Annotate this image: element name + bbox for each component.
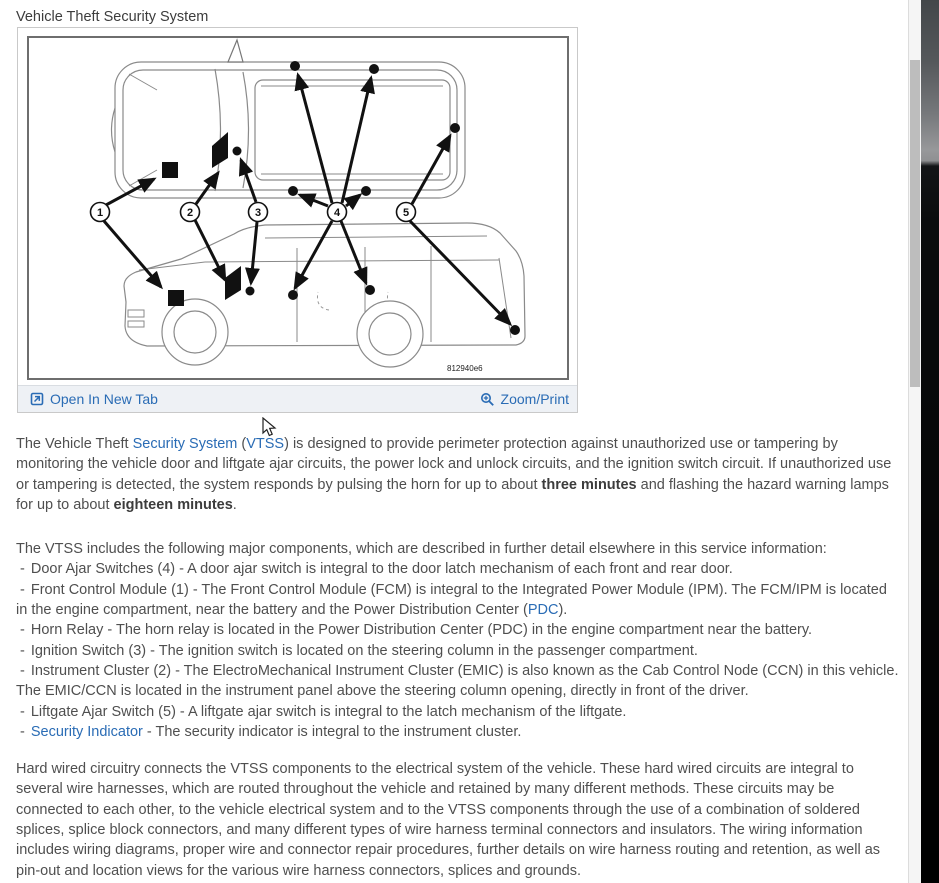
vertical-scrollbar-thumb[interactable] — [910, 60, 920, 387]
vehicle-diagram-svg — [29, 38, 567, 378]
zoom-print-label: Zoom/Print — [500, 391, 569, 407]
open-in-new-tab-link[interactable] — [30, 391, 158, 407]
wiring-paragraph: Hard wired circuitry connects the VTSS components to the electrical system of the vehicle. These hard wired circuits are integral to several wire harnesses, which are routed throughout the vehicle and retained by many different methods. These circuits may be connected to each other, to the vehicle electrical system and to the VTSS components through the use of a combination of soldered splices, splice block connectors, and many different types of wire harness terminal connectors and insulators. The wiring information includes wiring diagrams, proper wire and connector repair procedures, further details on wire harness routing and retention, as well as pin-out and location views for the various wire harness connectors, splices and grounds. — [16, 761, 881, 879]
figure-container — [17, 27, 578, 413]
list-dash: - — [20, 723, 25, 740]
page-title: Vehicle Theft Security System — [16, 9, 209, 25]
components-intro: The VTSS includes the following major components, which are described in further detail elsewhere in this service information: — [16, 541, 827, 558]
callout-arrows — [104, 75, 510, 324]
inline-link[interactable]: PDC — [527, 602, 559, 619]
side-view-wheels — [162, 299, 423, 367]
component-list-item: - Liftgate Ajar Switch (5) - A liftgate ajar switch is integral to the latch mechanism of the liftgate. — [20, 703, 627, 720]
inline-link[interactable]: VTSS — [246, 436, 285, 452]
figure-toolbar — [18, 385, 577, 412]
component-list-item: - Horn Relay - The horn relay is located in the Power Distribution Center (PDC) in the engine compartment near the battery. — [20, 622, 813, 639]
callout-4: 4 — [333, 207, 341, 219]
window-dark-edge — [921, 0, 939, 883]
intro-paragraph: The Vehicle Theft Security System (VTSS) is designed to provide perimeter protection against unauthorized use or tampering by monitoring the vehicle door and liftgate ajar circuits, the power lock and unlock circuits, and the ignition switch circuit. If unauthorized use or tampering is detected, the system responds by pulsing the horn for up to about three minutes and flashing the hazard warning lamps for up to about eighteen minutes. — [16, 436, 892, 513]
callout-1: 1 — [96, 207, 104, 219]
callout-circles — [91, 203, 416, 222]
inline-link[interactable]: Security System — [132, 436, 238, 452]
open-in-new-tab-label: Open In New Tab — [50, 391, 158, 407]
zoom-print-link[interactable] — [480, 391, 569, 407]
figure-code: 812940e6 — [447, 364, 483, 373]
list-dash: - — [20, 561, 25, 578]
component-list-item: - Front Control Module (1) - The Front Control Module (FCM) is integral to the Integrated Power Module (IPM). The FCM/IPM is located in the engine compartment, near the battery and the Power Distribution Center (PDC). — [16, 581, 887, 619]
callout-5: 5 — [402, 207, 410, 219]
bold-text: three minutes — [541, 476, 637, 493]
component-list-item: - Security Indicator - The security indicator is integral to the instrument cluster. — [20, 723, 522, 740]
bold-text: eighteen minutes — [113, 496, 233, 513]
inline-link[interactable]: Security Indicator — [30, 723, 143, 740]
list-dash: - — [20, 581, 25, 598]
callout-2: 2 — [186, 207, 194, 219]
list-dash: - — [20, 703, 25, 720]
zoom-magnifier-icon — [480, 392, 495, 407]
vertical-scrollbar-track[interactable] — [909, 0, 921, 883]
component-list-item: - Instrument Cluster (2) - The ElectroMechanical Instrument Cluster (EMIC) is also known as the Cab Control Node (CCN) in this vehicle. The EMIC/CCN is located in the instrument panel above the steering column opening, directly in front of the driver. — [16, 662, 899, 700]
component-list-item: - Ignition Switch (3) - The ignition switch is located on the steering column in the passenger compartment. — [20, 642, 698, 659]
vtss-component-diagram — [27, 36, 569, 380]
list-dash: - — [20, 662, 25, 679]
component-list-item: - Door Ajar Switches (4) - A door ajar switch is integral to the door latch mechanism of each front and rear door. — [20, 561, 733, 578]
list-dash: - — [20, 642, 25, 659]
components-list — [16, 559, 900, 742]
open-in-new-tab-icon — [30, 392, 44, 406]
callout-3: 3 — [254, 207, 262, 219]
list-dash: - — [20, 622, 25, 639]
article-body — [16, 434, 900, 881]
